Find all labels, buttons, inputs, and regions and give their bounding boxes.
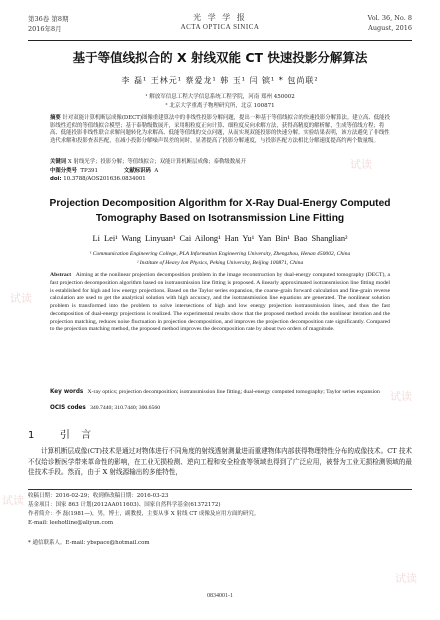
affiliation-cn-2: ² 北京大学重离子物理研究所，北京 100871 — [165, 103, 275, 109]
keywords-en — [50, 389, 390, 397]
keywords-cn — [50, 159, 390, 167]
affiliation-en-1: ¹ Communication Engineering College, PLA Information Engineering University, Zhengzhou, Henan 450002, China — [89, 251, 351, 257]
header-rule — [28, 40, 412, 41]
footnote-rule — [28, 489, 412, 490]
abstract-cn — [50, 115, 390, 145]
watermark-text: 试读 — [350, 158, 372, 171]
ocis-label: OCIS codes — [50, 405, 86, 411]
watermark-text: 试读 — [2, 494, 24, 507]
abstract-cn-text: 针对双能计算机断层成像(DECT)图像重建算法中的非线性投影分解问题，提出一种基于等值线拟合的快速投影分解算法。建立高、低能投影线性近似的等值线拟合模型；基于泰勒级数展开，采用粗粒度正向计算、细粒度反向求解方法，获得高精度的解析解，生成等值线方程；将高、低能投影非线性联合求解问题转化为求解高、低能等值线的交点问题，从而实现双能投影的快速分解。实验结果表明，该方法避免了非线性迭代求解和投影查表匹配，在减小投影分解噪声误差的同时，显著提高了投影分解速度，与投影匹配方法相比分解速度提高约两个数量级。 — [50, 115, 390, 144]
footnote-email: E-mail: leehotline@aliyun.com — [28, 520, 114, 526]
header-date-cn: 2016年8月 — [28, 25, 62, 33]
header-journal-en: ACTA OPTICA SINICA — [180, 23, 260, 31]
watermark-text: 试读 — [395, 572, 417, 585]
classification-info — [50, 168, 390, 183]
abstract-en-text: Aiming at the nonlinear projection decomposition problem in the image reconstruction by dual-energy computed tomography (DECT), a fast projection decomposition algorithm based on isotransmission line fitting is proposed. A linearly approximated isotransmission line fitting model is established for high and low energy projections. Based on the Taylor series expansion, the coarse-grain forward calculation and fine-grain reverse calculation are used to get the analytical solution with high accuracy, and the isotransmission line equations are generated. The nonlinear solution problem is transformed into the problem to solve intersections of high and low energy projection isotransmission lines, and thus the fast decomposition of dual-energy projections is realized. The experimental results show that the proposed method avoids the nonlinear iteration and the projection matching, reduces noise fluctuation in projection decomposition, and improves the projection decomposition rate significantly. Compared to the projection matching method, the proposed method improves the decomposition rate by about two orders of magnitude. — [50, 272, 390, 333]
doi-value: 10.3788/AOS201636.0834001 — [63, 175, 146, 182]
abstract-en-label: Abstract — [50, 272, 72, 278]
watermark-text: 试读 — [10, 292, 32, 305]
authors-cn: 李 磊¹ 王林元¹ 蔡爱龙¹ 韩 玉¹ 闫 镔¹ * 包尚联² — [121, 76, 319, 85]
running-header — [28, 10, 412, 38]
doc-code-label: 文献标识码 — [123, 168, 151, 174]
doi-label: doi: — [50, 175, 62, 182]
ocis-codes — [50, 405, 390, 411]
footnote-corresponding: * 通信联系人。E-mail: ybspace@hotmail.com — [28, 540, 150, 546]
header-date-en: August, 2016 — [368, 24, 412, 32]
keywords-en-label: Key words — [50, 389, 84, 395]
section-heading — [28, 426, 95, 441]
abstract-en — [50, 272, 390, 334]
authors-en: Li Lei¹ Wang Linyuan¹ Cai Ailong¹ Han Yu¹ Yan Bin¹ Bao Shanglian² — [92, 234, 348, 243]
doc-code-value: A — [154, 168, 159, 174]
header-volume-cn: 第36卷 第8期 — [28, 15, 69, 23]
section-title: 引 言 — [59, 430, 96, 441]
footnote-received: 收稿日期：2016-02-29；收到修改稿日期：2016-03-23 — [28, 493, 169, 499]
ocis-value: 340.7440; 310.7440; 300.6560 — [90, 405, 161, 411]
header-journal-cn: 光 学 学 报 — [193, 13, 247, 22]
affiliation-en-2: ² Institute of Heavy Ion Physics, Peking University, Beijing 100871, China — [136, 260, 304, 266]
keywords-cn-label: 关键词 — [50, 159, 67, 165]
section-number: 1 — [28, 430, 39, 441]
title-cn: 基于等值线拟合的 X 射线双能 CT 快速投影分解算法 — [72, 50, 368, 65]
keywords-cn-text: X 射线光学；投影分解；等值线拟合；双能计算机断层成像；泰勒级数展开 — [67, 159, 246, 165]
watermark-text: 试读 — [390, 390, 412, 403]
title-en: Projection Decomposition Algorithm for X-Ray Dual-Energy Computed Tomography Based on Isotransmission Line Fitting — [49, 198, 391, 224]
header-volume-en: Vol. 36, No. 8 — [367, 14, 412, 22]
clc-label: 中图分类号 — [50, 168, 77, 174]
abstract-cn-label: 摘要 — [50, 115, 61, 121]
clc-value: TP391 — [80, 168, 98, 174]
keywords-en-text: X-ray optics; projection decomposition; isotransmission line fitting; dual-energy computed tomography; Taylor series expansion — [87, 389, 380, 395]
intro-paragraph: 计算机断层成像(CT)技术是通过对物体进行不同角度的射线透射测量进而重建物体内部获得物理特性分布的成像技术。CT 技术不仅给诊断医学带来革命性的影响，在工业无损检测、逆向工程和安全检查等领域也得到了广泛应用，被誉为工业无损检测领域的最佳技术手段。然而，由于 X 射线源输出的多能特性， — [28, 447, 412, 476]
affiliation-cn-1: ¹ 解放军信息工程大学信息系统工程学院，河南 郑州 450002 — [145, 94, 295, 100]
footnote-bio: 作者简介：李 磊(1981—)，男，博士，副教授，主要从事 X 射线 CT 成像及应用方面的研究。 — [28, 511, 260, 517]
page-number: 0834001-1 — [207, 593, 233, 599]
footnote-funding: 基金项目：国家 863 计划(2012AA011603)、国家自然科学基金(61372172) — [28, 502, 221, 508]
